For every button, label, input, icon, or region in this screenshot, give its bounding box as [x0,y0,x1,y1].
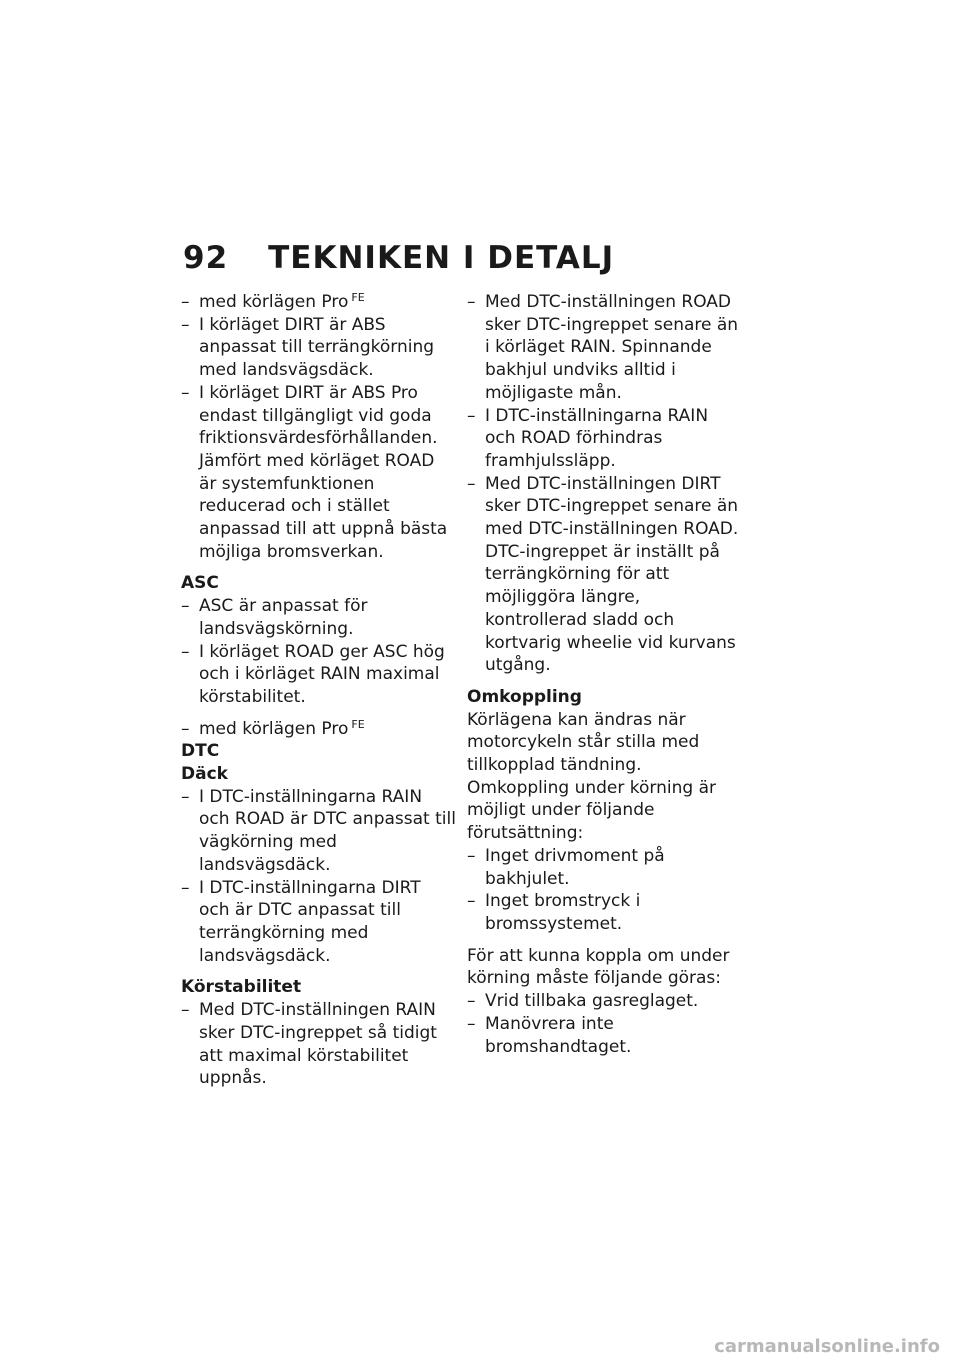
list-item: – Vrid tillbaka gasreglaget. [467,991,699,1012]
list-item: – Med DTC-inställningen ROAD sker DTC-ingreppet senare än i körläget RAIN. Spinnande bakhjul undviks alltid i möjligaste mån. [467,292,739,403]
list-item: – I körläget DIRT är ABS anpassat till terrängkörning med landsvägsdäck. [181,314,435,381]
list-item: – Med DTC-inställningen DIRT sker DTC-ingreppet senare än med DTC-inställningen ROAD. DTC-ingreppet är inställt på terrängkörning för att möjliggöra längre, kontrollerad sladd och kortvarig wheelie vid kurvans utgång. [467,473,739,676]
pro-fe-note: – med körlägen Pro $^{FE}$ [181,717,365,739]
left-column [181,291,456,1090]
dack-heading: Däck [181,764,228,785]
list-item: – I körläget ROAD ger ASC hög och i körläget RAIN maximal körstabilitet. [181,641,445,707]
omkoppling-heading: Omkoppling [467,686,582,707]
page-number: 92 [183,240,229,276]
omkoppling-paragraph: Körlägena kan ändras när motorcykeln står stilla med tillkopplad tändning. Omkoppling under körning är möjligt under följande förutsättning: [467,709,716,844]
right-column [467,291,742,1058]
list-item: – Med DTC-inställningen RAIN sker DTC-ingreppet så tidigt att maximal körstabilitet uppnås. [181,1000,437,1089]
list-item: – I DTC-inställningarna RAIN och ROAD förhindras framhjulssläpp. [467,405,709,471]
pro-fe-text: med körlägen Pro [199,292,349,312]
pro-fe-superscript: FE [351,291,365,304]
chapter-title: TEKNIKEN I DETALJ [268,240,615,276]
dtc-heading: DTC [181,741,220,762]
korstabilitet-heading: Körstabilitet [181,977,302,998]
watermark: carmanualsonline.info [714,1336,940,1357]
list-item: – I DTC-inställningarna RAIN och ROAD är DTC anpassat till vägkörning med landsvägsdäck. [181,786,456,875]
list-item: – ASC är anpassat för landsvägskörning. [181,596,368,639]
list-item: – Inget bromstryck i bromssystemet. [467,891,641,934]
list-item: – I DTC-inställningarna DIRT och är DTC anpassat till terrängkörning med landsvägsdäck. [181,877,421,966]
list-item: – Manövrera inte bromshandtaget. [467,1013,632,1057]
list-item: – Inget drivmoment på bakhjulet. [467,845,665,889]
koppla-paragraph: För att kunna koppla om under körning måste följande göras: [467,945,730,989]
page-header [183,240,614,276]
list-item: – I körläget DIRT är ABS Pro endast tillgängligt vid goda friktionsvärdesförhållanden. Jämfört med körläget ROAD är systemfunktionen reducerad och i stället anpassad till att uppnå bästa möjliga bromsverkan. [181,382,448,562]
pro-fe-text: med körlägen Pro [199,718,349,739]
asc-heading: ASC [181,573,219,594]
pro-fe-note: – med körlägen Pro $^{FE}$ [181,291,365,312]
pro-fe-superscript: FE [351,717,365,731]
